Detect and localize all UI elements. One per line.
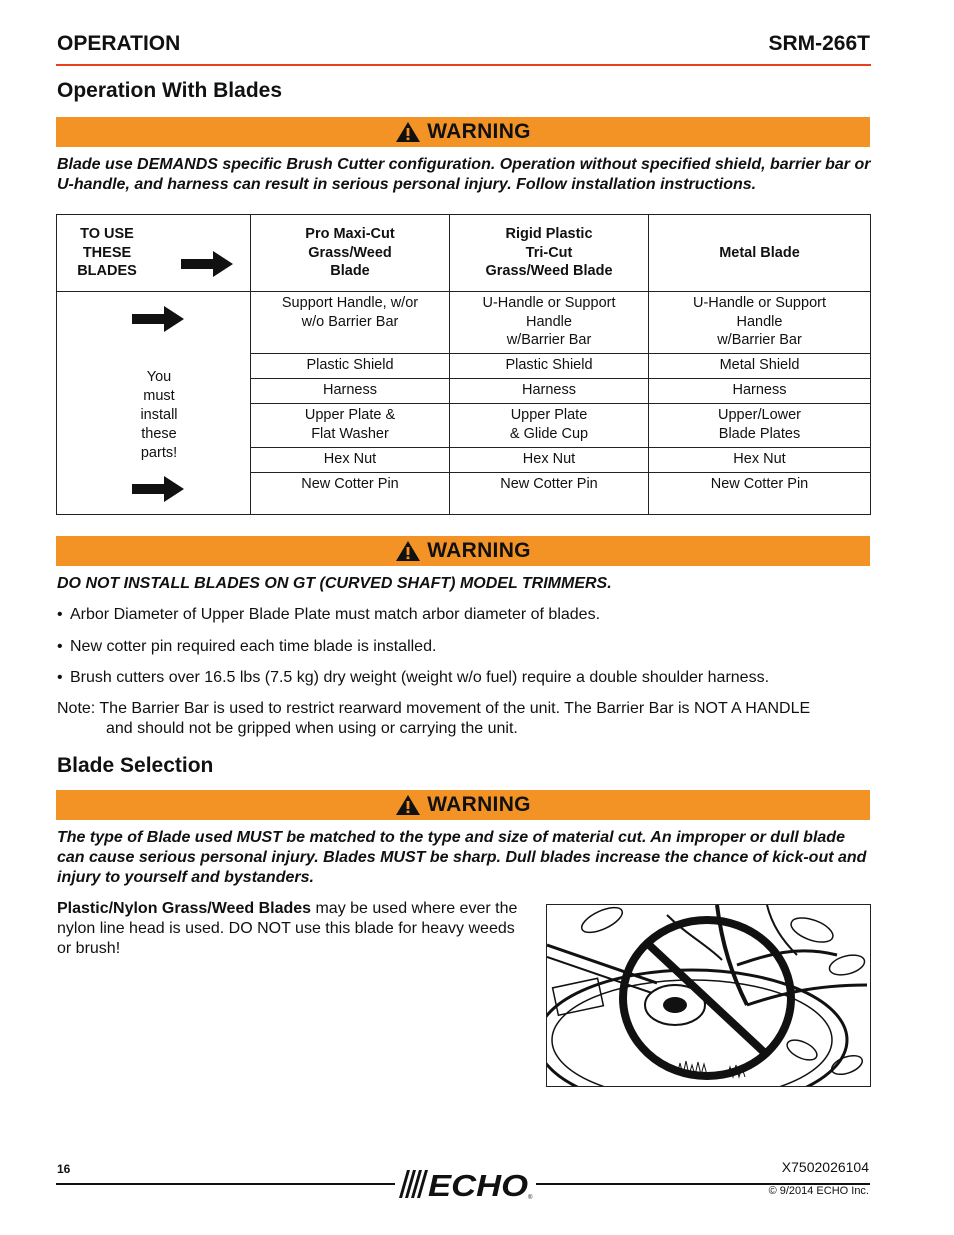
page-number: 16: [57, 1162, 71, 1176]
section-title-blade-selection: Blade Selection: [57, 754, 214, 777]
warning-label: WARNING: [427, 120, 531, 143]
column-header-pro-maxi-cut: [251, 215, 450, 292]
bullet-item: • Brush cutters over 16.5 lbs (7.5 kg) dry weight (weight w/o fuel) require a double shoulder harness.: [57, 669, 770, 686]
side-note-line: parts!: [140, 445, 178, 461]
table-cell: New Cotter Pin: [649, 473, 871, 515]
bullet-item: • Arbor Diameter of Upper Blade Plate must match arbor diameter of blades.: [57, 606, 601, 623]
section-title-operation-with-blades: Operation With Blades: [57, 79, 283, 102]
table-cell: Upper Plate & Flat Washer: [251, 404, 450, 448]
side-note-line: install: [140, 407, 178, 423]
table-cell: Support Handle, w/or w/o Barrier Bar: [251, 292, 450, 354]
right-arrow-icon: [132, 306, 184, 332]
logo-wordmark: ECHO: [428, 1168, 528, 1200]
table-cell: New Cotter Pin: [450, 473, 649, 515]
table-cell: U-Handle or Support Handle w/Barrier Bar: [450, 292, 649, 354]
paragraph-body: may be used where ever the nylon line head is used. DO NOT use this blade for heavy weeds or brush!: [57, 900, 518, 957]
corner-cell: [57, 215, 251, 292]
document-code: X7502026104: [781, 1159, 869, 1175]
corner-line: THESE: [82, 244, 132, 261]
side-note-line: You: [146, 369, 172, 385]
note-line: and should not be gripped when using or carrying the unit.: [106, 720, 518, 737]
header-line: Grass/Weed: [308, 244, 392, 261]
header-line: Blade: [330, 263, 370, 280]
blade-paragraph: [57, 899, 525, 959]
side-note-line: these: [141, 426, 177, 442]
echo-logo-graphic: [395, 1168, 535, 1200]
table-cell: Harness: [649, 379, 871, 404]
table-cell: U-Handle or Support Handle w/Barrier Bar: [649, 292, 871, 354]
copyright: © 9/2014 ECHO Inc.: [768, 1185, 869, 1197]
column-header-metal-blade: [649, 215, 871, 292]
table-cell: New Cotter Pin: [251, 473, 450, 515]
prohibited-blade-illustration: [546, 904, 871, 1087]
table-cell: Plastic Shield: [251, 354, 450, 379]
header-divider: [56, 64, 871, 66]
warning-label: WARNING: [427, 793, 531, 816]
header-line: Rigid Plastic: [505, 226, 593, 243]
header-line: Grass/Weed Blade: [485, 263, 613, 280]
warning-triangle-icon: [395, 121, 421, 143]
warning-banner: [56, 117, 870, 147]
table-cell: Upper/Lower Blade Plates: [649, 404, 871, 448]
warning-text: Blade use DEMANDS specific Brush Cutter configuration. Operation without specified shield, barrier bar or U-handle, and harness can result in serious personal injury. Follow installation instructions.: [57, 156, 871, 193]
no-symbol-illustration: [547, 905, 870, 1086]
bullet-item: • New cotter pin required each time blade is installed.: [57, 638, 437, 655]
table-cell: Harness: [251, 379, 450, 404]
right-arrow-icon: [132, 476, 184, 502]
corner-line: TO USE: [80, 226, 134, 242]
header-line: Tri-Cut: [525, 244, 573, 261]
note-line: Note: The Barrier Bar is used to restrict rearward movement of the unit. The Barrier Bar is NOT A HANDLE: [57, 700, 811, 717]
blade-parts-table: [56, 214, 871, 515]
table-cell: Hex Nut: [450, 448, 649, 473]
column-header-rigid-plastic: [450, 215, 649, 292]
table-row: [57, 292, 871, 354]
right-arrow-icon: [181, 251, 233, 277]
warning-banner: [56, 536, 870, 566]
corner-line: BLADES: [77, 263, 137, 279]
warning-label: WARNING: [427, 539, 531, 562]
table-cell: Hex Nut: [649, 448, 871, 473]
table-cell: Hex Nut: [251, 448, 450, 473]
warning-banner: [56, 790, 870, 820]
table-cell: Harness: [450, 379, 649, 404]
table-cell: Plastic Shield: [450, 354, 649, 379]
side-note-cell: [57, 292, 251, 515]
table-cell: Upper Plate & Glide Cup: [450, 404, 649, 448]
warning-triangle-icon: [395, 794, 421, 816]
model-number: SRM-266T: [768, 32, 870, 55]
section-heading: OPERATION: [57, 32, 181, 55]
warning-text: DO NOT INSTALL BLADES ON GT (CURVED SHAFT) MODEL TRIMMERS.: [57, 575, 612, 592]
warning-triangle-icon: [395, 540, 421, 562]
echo-logo: [395, 1168, 535, 1200]
warning-text: The type of Blade used MUST be matched to the type and size of material cut. An improper or dull blade can cause serious personal injury. Blades MUST be sharp. Dull blades increase the chance of kick-out and injury to yourself and bystanders.: [57, 829, 867, 886]
svg-text:®: ®: [528, 1195, 533, 1200]
side-note-line: must: [143, 388, 175, 404]
table-cell: Metal Shield: [649, 354, 871, 379]
header-line: Pro Maxi-Cut: [305, 226, 395, 243]
paragraph-lead: Plastic/Nylon Grass/Weed Blades: [57, 900, 312, 917]
header-line: Metal Blade: [719, 244, 800, 261]
footer-divider: [56, 1183, 396, 1185]
